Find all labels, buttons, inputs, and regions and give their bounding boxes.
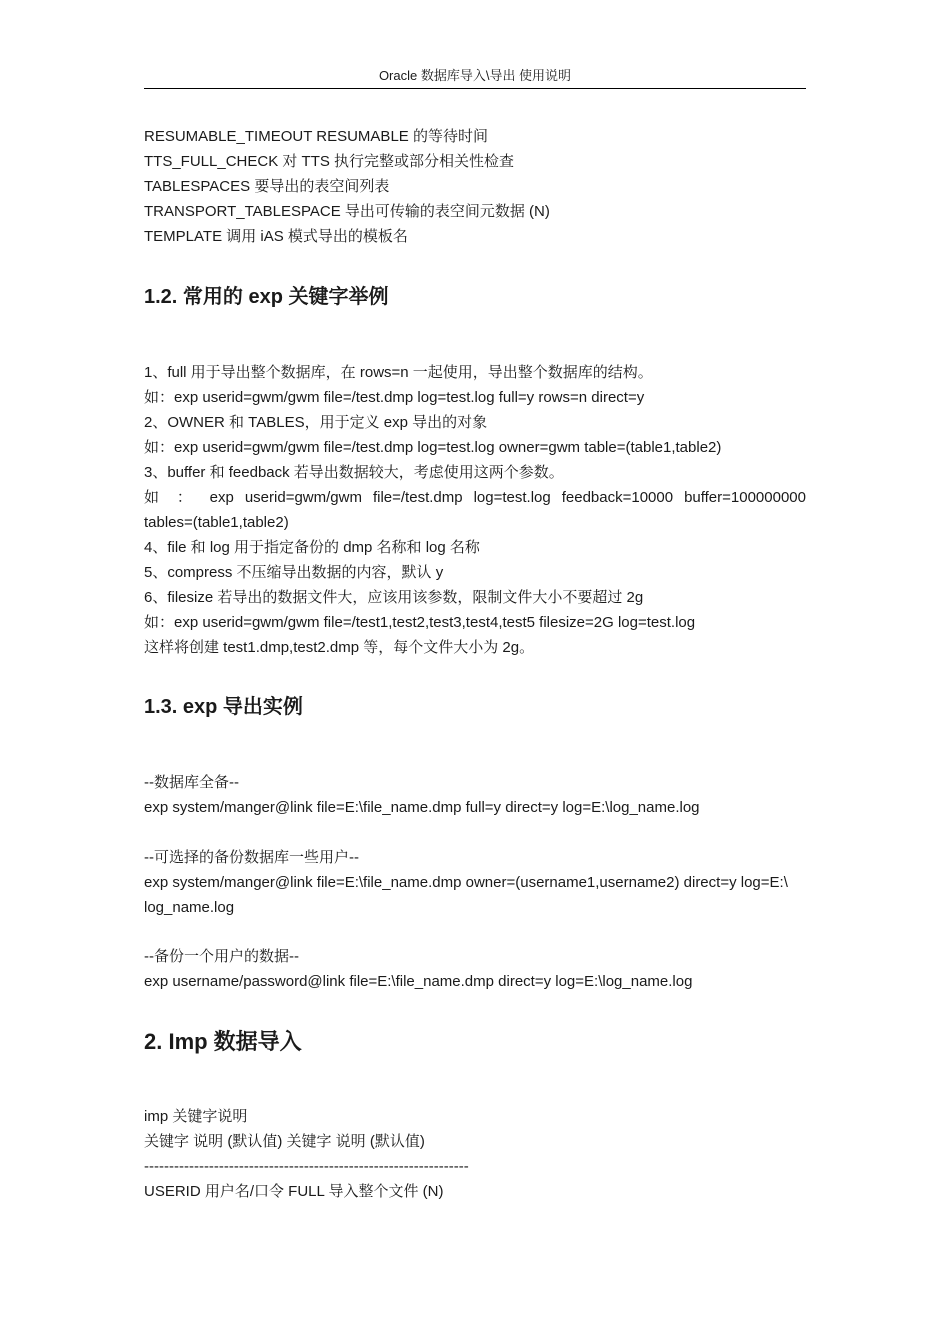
- section-heading-2: 2. Imp 数据导入: [144, 1029, 302, 1054]
- code-line: exp system/manger@link file=E:\file_name.dmp owner=(username1,username2) direct=y log=E:\: [144, 874, 788, 891]
- code-comment-line: --可选择的备份数据库一些用户--: [144, 849, 359, 866]
- param-line-tts-full-check: TTS_FULL_CHECK 对 TTS 执行完整或部分相关性检查: [144, 153, 515, 170]
- example-line: 5、compress 不压缩导出数据的内容，默认 y: [144, 564, 444, 581]
- param-line-resumable-timeout: RESUMABLE_TIMEOUT RESUMABLE 的等待时间: [144, 128, 488, 145]
- keyword-table-header: 关键字 说明 (默认值) 关键字 说明 (默认值): [144, 1133, 425, 1150]
- example-line: tables=(table1,table2): [144, 514, 289, 531]
- example-line: 如：exp userid=gwm/gwm file=/test.dmp log=test.log owner=gwm table=(table1,table2): [144, 439, 722, 456]
- example-line: 2、OWNER 和 TABLES，用于定义 exp 导出的对象: [144, 414, 488, 431]
- example-line: 如：exp userid=gwm/gwm file=/test.dmp log=test.log full=y rows=n direct=y: [144, 389, 645, 406]
- code-line: exp system/manger@link file=E:\file_name.dmp full=y direct=y log=E:\log_name.log: [144, 799, 700, 816]
- section-heading-1-2: 1.2. 常用的 exp 关键字举例: [144, 286, 389, 308]
- keyword-table-row: USERID 用户名/口令 FULL 导入整个文件 (N): [144, 1183, 444, 1200]
- example-line: 如：exp userid=gwm/gwm file=/test1,test2,test3,test4,test5 filesize=2G log=test.log: [144, 614, 696, 631]
- example-line: 6、filesize 若导出的数据文件大，应该用该参数，限制文件大小不要超过 2g: [144, 589, 644, 606]
- code-line: log_name.log: [144, 899, 235, 916]
- page-header: Oracle 数据库导入\导出 使用说明: [144, 66, 806, 89]
- example-line: 这样将创建 test1.dmp,test2.dmp 等，每个文件大小为 2g。: [144, 639, 535, 656]
- example-line: 1、full 用于导出整个数据库，在 rows=n 一起使用，导出整个数据库的结构。: [144, 364, 653, 381]
- example-line: 如 ： exp userid=gwm/gwm file=/test.dmp log=test.log feedback=10000 buffer=100000000: [144, 489, 806, 506]
- param-line-template: TEMPLATE 调用 iAS 模式导出的模板名: [144, 228, 408, 245]
- section-heading-1-3: 1.3. exp 导出实例: [144, 696, 303, 718]
- divider-line: -----------------------------------------------------------------: [144, 1158, 469, 1175]
- example-line: 3、buffer 和 feedback 若导出数据较大，考虑使用这两个参数。: [144, 464, 564, 481]
- code-line: exp username/password@link file=E:\file_name.dmp direct=y log=E:\log_name.log: [144, 973, 693, 990]
- param-line-tablespaces: TABLESPACES 要导出的表空间列表: [144, 178, 390, 195]
- example-line: 4、file 和 log 用于指定备份的 dmp 名称和 log 名称: [144, 539, 480, 556]
- code-comment-line: --备份一个用户的数据--: [144, 948, 299, 965]
- param-line-transport-tablespace: TRANSPORT_TABLESPACE 导出可传输的表空间元数据 (N): [144, 203, 550, 220]
- code-comment-line: --数据库全备--: [144, 774, 239, 791]
- keyword-title-line: imp 关键字说明: [144, 1108, 248, 1125]
